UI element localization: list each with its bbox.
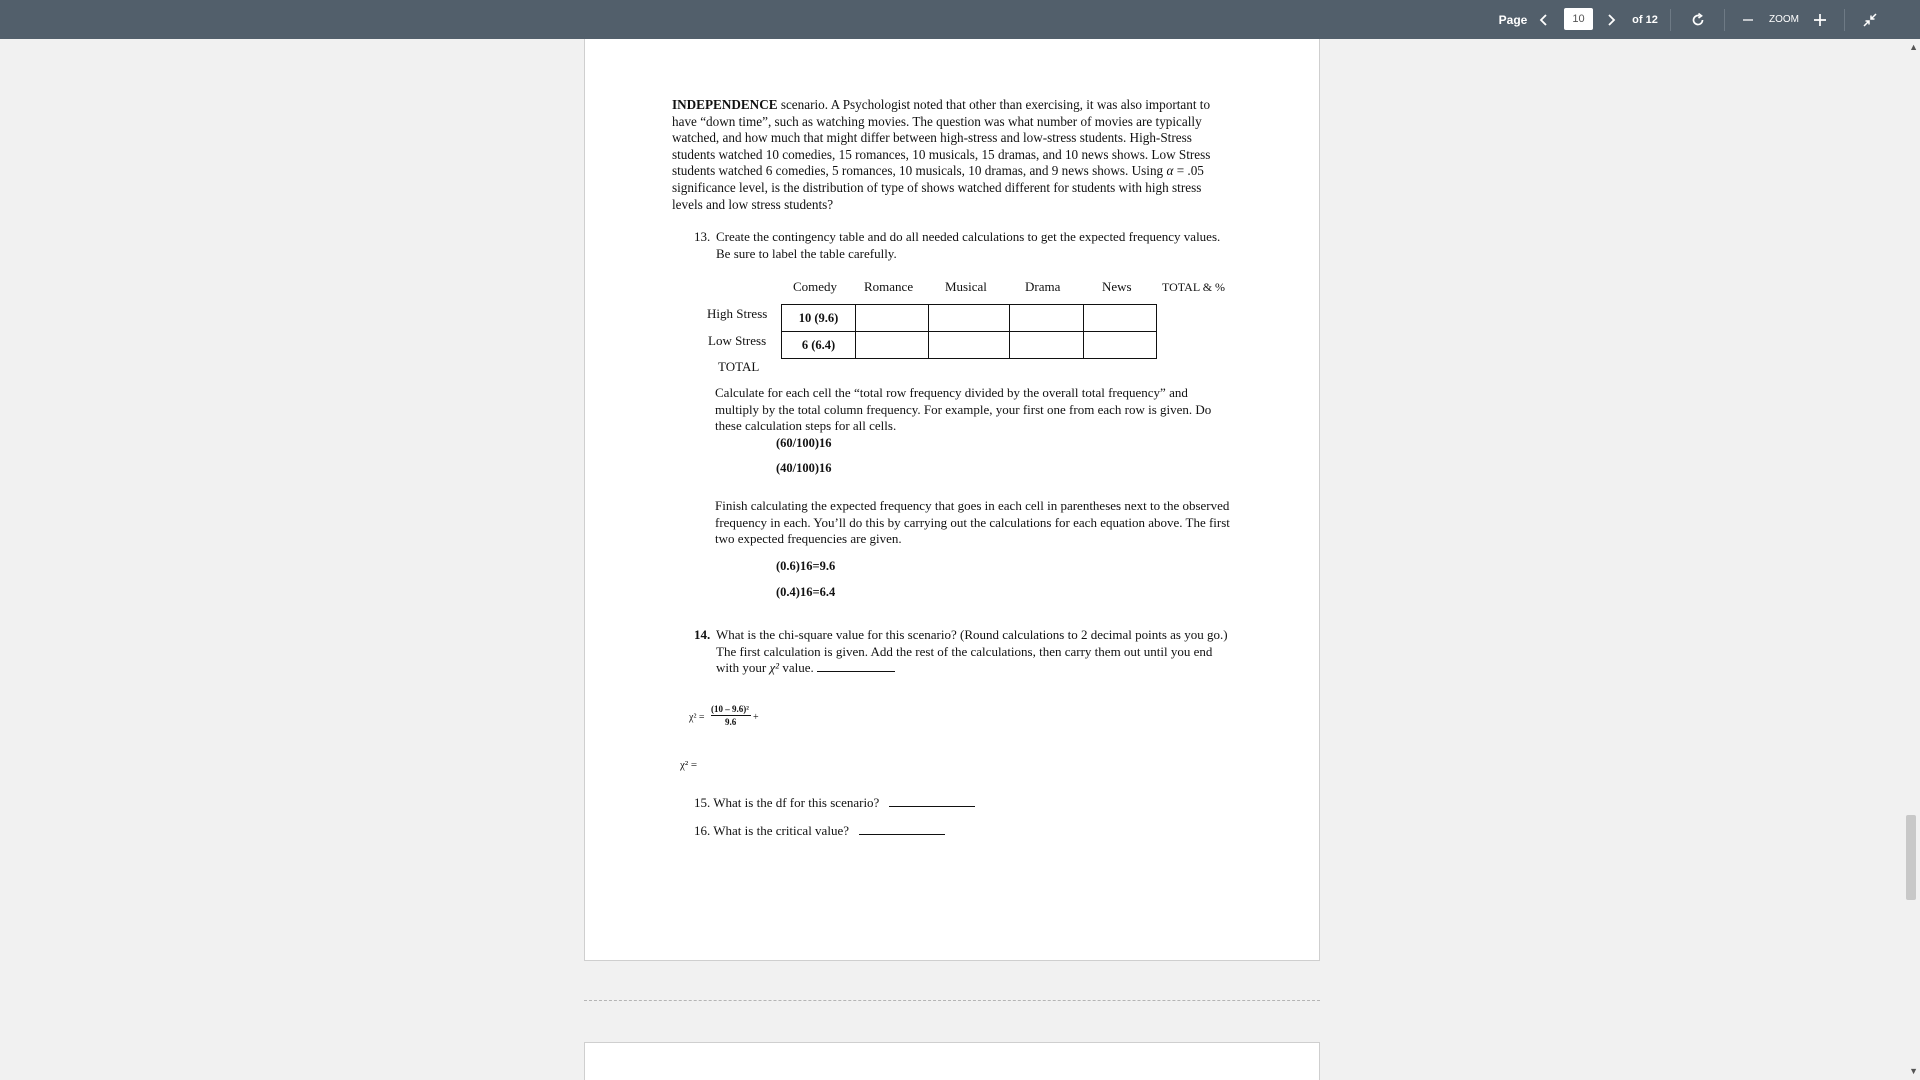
- next-page-button[interactable]: [1603, 0, 1619, 39]
- toolbar-divider: [1670, 9, 1671, 31]
- expected-frequency-instructions: Finish calculating the expected frequency that goes in each cell in parentheses next to the observed frequency in each. You’ll do this by carrying out the calculations for each equation above. The first two expected frequencies are given.: [715, 498, 1230, 546]
- page-count: of 12: [1632, 13, 1658, 26]
- table-cell: [1010, 305, 1084, 332]
- calculation-equation: (60/100)16: [776, 436, 832, 450]
- formula-lhs: χ² =: [689, 712, 705, 723]
- scrollbar-thumb[interactable]: [1906, 815, 1916, 900]
- question-text: [716, 627, 1236, 677]
- table-cell: [856, 332, 929, 359]
- question-text: 16. What is the critical value?: [694, 823, 849, 838]
- column-header: Romance: [864, 279, 914, 294]
- table-row: [782, 332, 1157, 359]
- calculation-equation: (40/100)16: [776, 461, 832, 475]
- fraction-bar: [711, 715, 751, 716]
- table-cell: [929, 305, 1010, 332]
- page-divider: [584, 1000, 1320, 1001]
- scenario-text: scenario. A Psychologist noted that other than exercising, it was also important to have “down time”, such as watching movies. The question was what number of movies are typically watched, and how much that might differ between high-stress and low-stress students. High-Stress students watched 10 comedies, 15 romances, 10 musicals, 15 dramas, and 10 news shows. Low Stress students watched 6 comedies, 5 romances, 10 musicals, 10 dramas, and 9 news shows. Using: [672, 97, 1211, 179]
- chevron-right-icon: [1606, 13, 1616, 27]
- scenario-title: INDEPENDENCE: [672, 97, 778, 112]
- page-label: Page: [1498, 12, 1528, 27]
- table-cell: 6 (6.4): [782, 332, 856, 359]
- calculation-instructions: Calculate for each cell the “total row frequency divided by the overall total frequency” and multiply by the total column frequency. For example, your first one from each row is given. Do these calculation steps for all cells.: [715, 385, 1212, 433]
- toolbar-divider: [1724, 9, 1725, 31]
- exit-fullscreen-button[interactable]: [1862, 0, 1878, 39]
- table-cell: [856, 305, 929, 332]
- column-header: Comedy: [793, 279, 838, 294]
- toolbar-divider: [1844, 9, 1845, 31]
- answer-blank: [889, 795, 975, 807]
- column-header: TOTAL & %: [1162, 280, 1226, 294]
- minus-icon: [1742, 14, 1754, 26]
- question-16: [694, 823, 945, 839]
- scenario-text-end: = .05 significance level, is the distribution of type of shows watched different for students with high stress levels and low stress students?: [672, 163, 1204, 212]
- table-cell: 10 (9.6): [782, 305, 856, 332]
- column-header: Drama: [1025, 279, 1061, 294]
- page-number-input[interactable]: [1564, 8, 1593, 30]
- document-page: [584, 39, 1320, 961]
- question-text: 15. What is the df for this scenario?: [694, 795, 880, 810]
- fraction-numerator: (10 – 9.6)²: [711, 704, 749, 714]
- table-cell: [1010, 332, 1084, 359]
- chevron-left-icon: [1539, 13, 1549, 27]
- question-number: 13.: [694, 229, 711, 244]
- zoom-out-button[interactable]: [1740, 0, 1756, 39]
- contingency-table: [781, 304, 1157, 359]
- column-header: Musical: [945, 279, 987, 294]
- rotate-button[interactable]: [1688, 0, 1708, 39]
- fraction-denominator: 9.6: [725, 717, 737, 727]
- question-body: What is the chi-square value for this scenario? (Round calculations to 2 decimal points as you go.) The first calculation is given. Add the rest of the calculations, then carry them out until you end with your: [716, 627, 1228, 675]
- scroll-down-arrow-icon[interactable]: ▼: [1909, 1066, 1918, 1076]
- table-row: [782, 305, 1157, 332]
- table-cell: [1084, 332, 1157, 359]
- zoom-label: ZOOM: [1769, 14, 1799, 25]
- column-header: News: [1102, 279, 1132, 294]
- expected-equation: (0.6)16=9.6: [776, 559, 836, 573]
- answer-blank: [859, 823, 945, 835]
- next-document-page: [584, 1042, 1320, 1080]
- plus-icon: [1813, 13, 1827, 27]
- question-15: [694, 795, 975, 811]
- table-cell: [929, 332, 1010, 359]
- table-cell: [1084, 305, 1157, 332]
- pdf-toolbar: [0, 0, 1920, 39]
- rotate-icon: [1690, 12, 1706, 28]
- answer-blank: [817, 660, 895, 672]
- chi-square-result: χ² =: [680, 759, 698, 771]
- question-number: 14.: [694, 627, 711, 642]
- row-label: High Stress: [707, 306, 768, 321]
- row-label: Low Stress: [708, 333, 767, 348]
- prev-page-button[interactable]: [1536, 0, 1552, 39]
- question-end: value.: [779, 660, 814, 675]
- expected-equation: (0.4)16=6.4: [776, 585, 836, 599]
- zoom-in-button[interactable]: [1812, 0, 1828, 39]
- question-text: Create the contingency table and do all needed calculations to get the expected frequency values. Be sure to label the table carefully.: [716, 229, 1221, 261]
- chi-square-symbol: χ²: [769, 660, 780, 675]
- collapse-icon: [1863, 13, 1877, 27]
- formula-plus: +: [753, 712, 759, 723]
- row-label-total: TOTAL: [718, 359, 760, 374]
- alpha-symbol: α: [1166, 163, 1174, 179]
- scenario-paragraph: [672, 97, 1232, 213]
- scroll-up-arrow-icon[interactable]: ▲: [1909, 42, 1918, 52]
